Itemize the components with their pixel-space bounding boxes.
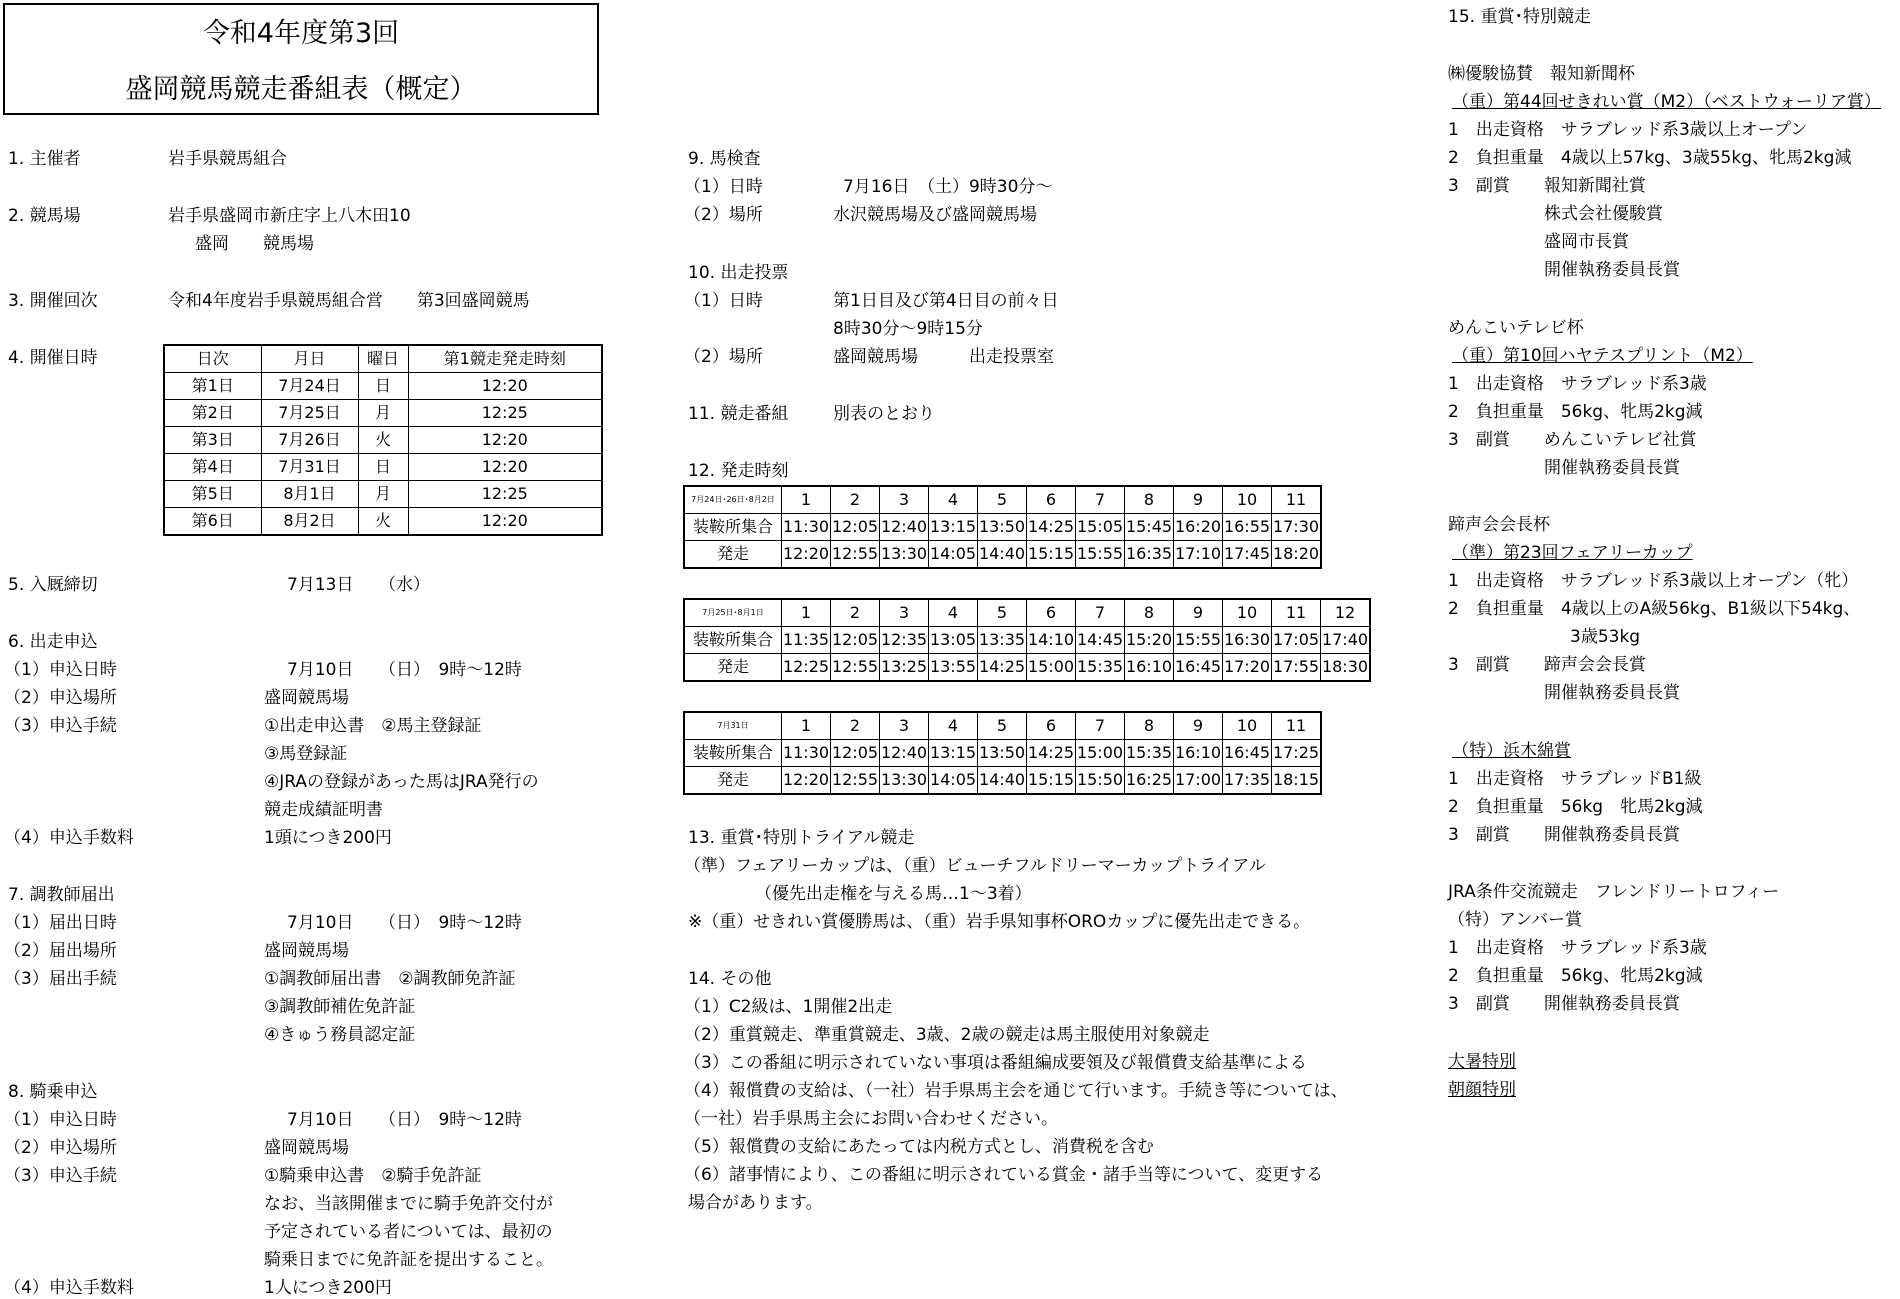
timetable-cell: 2 bbox=[831, 712, 880, 740]
timetable-cell: 15:00 bbox=[1027, 654, 1076, 682]
race-1-line: 3 副賞 報知新聞社賞 bbox=[1448, 176, 1646, 196]
s4-label: 4. 開催日時 bbox=[8, 348, 98, 368]
race-1-line: 1 出走資格 サラブレッド系3歳以上オープン bbox=[1448, 120, 1808, 140]
race-1-line: 2 負担重量 4歳以上57kg、3歳55kg、牝馬2kg減 bbox=[1448, 148, 1852, 168]
timetable-cell: 18:15 bbox=[1272, 767, 1322, 795]
timetable-cell: 16:45 bbox=[1174, 654, 1223, 682]
timetable-cell: 17:00 bbox=[1174, 767, 1223, 795]
timetable-cell: 13:50 bbox=[978, 514, 1027, 541]
timetable-cell: 12:35 bbox=[880, 627, 929, 654]
timetable-cell: 3 bbox=[880, 712, 929, 740]
title-line-1: 令和4年度第3回 bbox=[202, 18, 400, 49]
schedule-cell: 第6日 bbox=[164, 508, 261, 536]
timetable-cell: 13:05 bbox=[929, 627, 978, 654]
s9-2-label: （2）場所 bbox=[684, 205, 763, 225]
schedule-cell: 7月26日 bbox=[261, 427, 358, 454]
timetable-cell: 13:50 bbox=[978, 740, 1027, 767]
timetable-cell: 17:55 bbox=[1272, 654, 1321, 682]
s8-4-value: 1人につき200円 bbox=[264, 1278, 392, 1298]
schedule-row bbox=[164, 427, 602, 454]
timetable-cell: 17:30 bbox=[1272, 514, 1322, 541]
timetable-start-row bbox=[684, 767, 1321, 795]
timetable-race-row bbox=[684, 486, 1321, 514]
race-2-sponsor: めんこいテレビ杯 bbox=[1448, 318, 1584, 338]
s6-3-v2: ③馬登録証 bbox=[264, 744, 348, 764]
timetable-cell: 9 bbox=[1174, 712, 1223, 740]
timetable-cell: 16:10 bbox=[1125, 654, 1174, 682]
schedule-cell: 月 bbox=[358, 481, 408, 508]
s7-3-v3: ④きゅう務員認定証 bbox=[264, 1025, 416, 1045]
schedule-cell: 7月31日 bbox=[261, 454, 358, 481]
schedule-cell: 火 bbox=[358, 508, 408, 536]
timetable-cell: 14:05 bbox=[929, 767, 978, 795]
timetable-cell: 12:55 bbox=[831, 767, 880, 795]
schedule-cell: 日 bbox=[358, 373, 408, 400]
schedule-cell: 第4日 bbox=[164, 454, 261, 481]
race-3-title: （準）第23回フェアリーカップ bbox=[1452, 543, 1693, 563]
timetable-cell: 4 bbox=[929, 486, 978, 514]
timetable-cell: 1 bbox=[782, 486, 831, 514]
race-5-line: 2 負担重量 56kg、牝馬2kg減 bbox=[1448, 966, 1703, 986]
timetable-cell: 14:40 bbox=[978, 541, 1027, 569]
s14-line-5: （一社）岩手県馬主会にお問い合わせください。 bbox=[684, 1109, 1058, 1129]
timetable-cell: 17:45 bbox=[1223, 541, 1272, 569]
timetable-cell: 13:15 bbox=[929, 740, 978, 767]
s14-line-1: （1）C2級は、1開催2出走 bbox=[684, 997, 893, 1017]
race-4-line: 1 出走資格 サラブレッドB1級 bbox=[1448, 769, 1702, 789]
timetable-cell: 12:20 bbox=[782, 541, 831, 569]
s6-2-label: （2）申込場所 bbox=[4, 688, 117, 708]
timetable-cell: 11 bbox=[1272, 712, 1322, 740]
schedule-header: 月日 bbox=[261, 345, 358, 373]
timetable-row-header: 装鞍所集合 bbox=[684, 627, 782, 654]
s6-label: 6. 出走申込 bbox=[8, 632, 98, 652]
s11-label: 11. 競走番組 bbox=[688, 404, 789, 424]
schedule-cell: 第2日 bbox=[164, 400, 261, 427]
schedule-row bbox=[164, 400, 602, 427]
timetable-cell: 8 bbox=[1125, 486, 1174, 514]
schedule-cell: 12:20 bbox=[408, 373, 602, 400]
timetable-cell: 14:05 bbox=[929, 541, 978, 569]
s2-value-1: 岩手県盛岡市新庄字上八木田10 bbox=[168, 206, 411, 226]
s7-2-label: （2）届出場所 bbox=[4, 941, 117, 961]
timetable-cell: 17:25 bbox=[1272, 740, 1322, 767]
timetable-cell: 11:35 bbox=[782, 627, 831, 654]
timetable-cell: 15:05 bbox=[1076, 514, 1125, 541]
timetable-row-header: 発走 bbox=[684, 654, 782, 682]
timetable-cell: 17:10 bbox=[1174, 541, 1223, 569]
timetable-cell: 13:35 bbox=[978, 627, 1027, 654]
s6-1-label: （1）申込日時 bbox=[4, 660, 117, 680]
timetable-cell: 16:35 bbox=[1125, 541, 1174, 569]
s10-2-label: （2）場所 bbox=[684, 347, 763, 367]
title-box bbox=[3, 3, 599, 115]
timetable-cell: 6 bbox=[1027, 486, 1076, 514]
timetable-cell: 9 bbox=[1174, 599, 1223, 627]
timetable-cell: 12:20 bbox=[782, 767, 831, 795]
schedule-row bbox=[164, 454, 602, 481]
timetable-cell: 8 bbox=[1125, 712, 1174, 740]
timetable-cell: 12:05 bbox=[831, 514, 880, 541]
timetable-race-row bbox=[684, 712, 1321, 740]
s5-value: 7月13日 （水） bbox=[287, 575, 430, 595]
s7-3-v2: ③調教師補佐免許証 bbox=[264, 997, 416, 1017]
race-2-line: 3 副賞 めんこいテレビ社賞 bbox=[1448, 430, 1697, 450]
s12-label: 12. 発走時刻 bbox=[688, 461, 789, 481]
race-5-sponsor: JRA条件交流競走 フレンドリートロフィー bbox=[1448, 882, 1780, 902]
timetable-row-header: 7月31日 bbox=[684, 712, 782, 740]
s9-1-label: （1）日時 bbox=[684, 177, 763, 197]
timetable-cell: 17:35 bbox=[1223, 767, 1272, 795]
s14-label: 14. その他 bbox=[688, 969, 772, 989]
s8-3-v3: 予定されている者については、最初の bbox=[264, 1222, 553, 1242]
s6-3-v1: ①出走申込書 ②馬主登録証 bbox=[264, 716, 482, 736]
race-3-line: 開催執務委員長賞 bbox=[1544, 683, 1680, 703]
s10-2-value: 盛岡競馬場 出走投票室 bbox=[833, 347, 1054, 367]
timetable-cell: 12:25 bbox=[782, 654, 831, 682]
timetable-row-header: 発走 bbox=[684, 541, 782, 569]
timetable-cell: 6 bbox=[1027, 599, 1076, 627]
schedule-cell: 第1日 bbox=[164, 373, 261, 400]
s13-label: 13. 重賞･特別トライアル競走 bbox=[688, 828, 915, 848]
s7-label: 7. 調教師届出 bbox=[8, 885, 115, 905]
timetable bbox=[683, 711, 1322, 795]
timetable-cell: 18:20 bbox=[1272, 541, 1322, 569]
timetable-cell: 16:25 bbox=[1125, 767, 1174, 795]
race-1-sponsor: ㈱優駿協賛 報知新聞杯 bbox=[1448, 64, 1635, 84]
s10-1-label: （1）日時 bbox=[684, 291, 763, 311]
timetable bbox=[683, 485, 1322, 569]
s6-3-label: （3）申込手続 bbox=[4, 716, 117, 736]
schedule-cell: 12:20 bbox=[408, 508, 602, 536]
schedule-header-row bbox=[164, 345, 602, 373]
schedule-cell: 12:25 bbox=[408, 400, 602, 427]
s8-label: 8. 騎乗申込 bbox=[8, 1082, 98, 1102]
s15-label: 15. 重賞･特別競走 bbox=[1448, 7, 1591, 27]
s6-2-value: 盛岡競馬場 bbox=[264, 688, 349, 708]
s9-label: 9. 馬検査 bbox=[688, 149, 761, 169]
timetable-cell: 3 bbox=[880, 599, 929, 627]
timetable-cell: 13:55 bbox=[929, 654, 978, 682]
timetable-cell: 13:30 bbox=[880, 767, 929, 795]
race-1-line: 株式会社優駿賞 bbox=[1544, 204, 1663, 224]
timetable-row-header: 装鞍所集合 bbox=[684, 514, 782, 541]
s8-1-value: 7月10日 （日） 9時～12時 bbox=[287, 1110, 522, 1130]
s8-3-v1: ①騎乗申込書 ②騎手免許証 bbox=[264, 1166, 482, 1186]
schedule-row bbox=[164, 373, 602, 400]
timetable-cell: 15:55 bbox=[1174, 627, 1223, 654]
timetable-cell: 16:55 bbox=[1223, 514, 1272, 541]
timetable-cell: 14:25 bbox=[1027, 514, 1076, 541]
schedule-cell: 火 bbox=[358, 427, 408, 454]
race-3-sponsor: 蹄声会会長杯 bbox=[1448, 515, 1550, 535]
s14-line-4: （4）報償費の支給は、（一社）岩手県馬主会を通じて行います。手続き等については、 bbox=[684, 1081, 1348, 1101]
race-7-title: 朝顔特別 bbox=[1448, 1080, 1516, 1100]
timetable-cell: 15:55 bbox=[1076, 541, 1125, 569]
timetable-cell: 15:15 bbox=[1027, 541, 1076, 569]
s1-label: 1. 主催者 bbox=[8, 149, 81, 169]
timetable-cell: 5 bbox=[978, 486, 1027, 514]
s2-value-2: 盛岡 競馬場 bbox=[195, 234, 314, 254]
s7-2-value: 盛岡競馬場 bbox=[264, 941, 349, 961]
schedule-cell: 12:20 bbox=[408, 454, 602, 481]
timetable-cell: 6 bbox=[1027, 712, 1076, 740]
s9-1-value: 7月16日 （土）9時30分～ bbox=[843, 177, 1053, 197]
s10-1-v2: 8時30分～9時15分 bbox=[833, 319, 983, 339]
race-1-title: （重）第44回せきれい賞（M2）（ベストウォーリア賞） bbox=[1452, 92, 1881, 112]
timetable-cell: 7 bbox=[1076, 712, 1125, 740]
timetable-cell: 12:55 bbox=[831, 541, 880, 569]
race-1-line: 盛岡市長賞 bbox=[1544, 232, 1629, 252]
timetable-cell: 12 bbox=[1321, 599, 1371, 627]
timetable-cell: 14:25 bbox=[978, 654, 1027, 682]
timetable-row-header: 7月25日･8月1日 bbox=[684, 599, 782, 627]
timetable-cell: 11:30 bbox=[782, 740, 831, 767]
race-3-line: 2 負担重量 4歳以上のA級56kg、B1級以下54kg、 bbox=[1448, 599, 1861, 619]
timetable-cell: 1 bbox=[782, 712, 831, 740]
race-2-line: 2 負担重量 56kg、牝馬2kg減 bbox=[1448, 402, 1703, 422]
timetable-cell: 15:00 bbox=[1076, 740, 1125, 767]
timetable bbox=[683, 598, 1371, 682]
timetable-cell: 4 bbox=[929, 712, 978, 740]
race-2-line: 開催執務委員長賞 bbox=[1544, 458, 1680, 478]
timetable-cell: 8 bbox=[1125, 599, 1174, 627]
schedule-cell: 日 bbox=[358, 454, 408, 481]
timetable-cell: 12:55 bbox=[831, 654, 880, 682]
race-5-line: 3 副賞 開催執務委員長賞 bbox=[1448, 994, 1680, 1014]
timetable-cell: 14:10 bbox=[1027, 627, 1076, 654]
timetable-cell: 15:35 bbox=[1076, 654, 1125, 682]
s7-3-label: （3）届出手続 bbox=[4, 969, 117, 989]
timetable-cell: 9 bbox=[1174, 486, 1223, 514]
timetable-cell: 11 bbox=[1272, 599, 1321, 627]
schedule-row bbox=[164, 481, 602, 508]
schedule-cell: 8月1日 bbox=[261, 481, 358, 508]
s11-value: 別表のとおり bbox=[833, 404, 935, 424]
s6-3-v4: 競走成績証明書 bbox=[264, 800, 383, 820]
race-3-line: 3歳53kg bbox=[1570, 627, 1641, 647]
timetable-assembly-row bbox=[684, 627, 1370, 654]
timetable-cell: 7 bbox=[1076, 486, 1125, 514]
timetable-start-row bbox=[684, 541, 1321, 569]
s8-3-v2: なお、当該開催までに騎手免許交付が bbox=[264, 1194, 553, 1214]
timetable-cell: 17:05 bbox=[1272, 627, 1321, 654]
title-line-2: 盛岡競馬競走番組表（概定） bbox=[125, 74, 477, 105]
schedule-cell: 7月25日 bbox=[261, 400, 358, 427]
race-1-line: 開催執務委員長賞 bbox=[1544, 260, 1680, 280]
race-5-title: （特）アンバー賞 bbox=[1448, 910, 1583, 930]
s8-1-label: （1）申込日時 bbox=[4, 1110, 117, 1130]
timetable-row-header: 装鞍所集合 bbox=[684, 740, 782, 767]
timetable-race-row bbox=[684, 599, 1370, 627]
race-2-title: （重）第10回ハヤテスプリント（M2） bbox=[1452, 346, 1753, 366]
s3-value: 令和4年度岩手県競馬組合営 第3回盛岡競馬 bbox=[168, 291, 530, 311]
timetable-cell: 2 bbox=[831, 599, 880, 627]
schedule-table bbox=[163, 344, 603, 536]
timetable-cell: 14:45 bbox=[1076, 627, 1125, 654]
timetable-cell: 12:05 bbox=[831, 740, 880, 767]
s13-line-2: （優先出走権を与える馬…1～3着） bbox=[755, 884, 1032, 904]
schedule-header: 日次 bbox=[164, 345, 261, 373]
schedule-cell: 第3日 bbox=[164, 427, 261, 454]
schedule-cell: 7月24日 bbox=[261, 373, 358, 400]
timetable-cell: 2 bbox=[831, 486, 880, 514]
race-4-line: 3 副賞 開催執務委員長賞 bbox=[1448, 825, 1680, 845]
s3-label: 3. 開催回次 bbox=[8, 291, 98, 311]
s5-label: 5. 入厩締切 bbox=[8, 575, 98, 595]
timetable-cell: 13:25 bbox=[880, 654, 929, 682]
timetable-row-header: 発走 bbox=[684, 767, 782, 795]
race-4-line: 2 負担重量 56kg 牝馬2kg減 bbox=[1448, 797, 1703, 817]
schedule-header: 曜日 bbox=[358, 345, 408, 373]
s7-3-v1: ①調教師届出書 ②調教師免許証 bbox=[264, 969, 516, 989]
schedule-row bbox=[164, 508, 602, 536]
timetable-cell: 16:45 bbox=[1223, 740, 1272, 767]
timetable-cell: 12:40 bbox=[880, 514, 929, 541]
timetable-cell: 15:15 bbox=[1027, 767, 1076, 795]
timetable-start-row bbox=[684, 654, 1370, 682]
timetable-cell: 13:15 bbox=[929, 514, 978, 541]
race-5-line: 1 出走資格 サラブレッド系3歳 bbox=[1448, 938, 1707, 958]
schedule-header: 第1競走発走時刻 bbox=[408, 345, 602, 373]
timetable-cell: 16:30 bbox=[1223, 627, 1272, 654]
timetable-cell: 18:30 bbox=[1321, 654, 1371, 682]
s6-1-value: 7月10日 （日） 9時～12時 bbox=[287, 660, 522, 680]
race-2-line: 1 出走資格 サラブレッド系3歳 bbox=[1448, 374, 1707, 394]
timetable-cell: 17:40 bbox=[1321, 627, 1371, 654]
timetable-assembly-row bbox=[684, 740, 1321, 767]
timetable-cell: 5 bbox=[978, 599, 1027, 627]
schedule-cell: 8月2日 bbox=[261, 508, 358, 536]
s10-label: 10. 出走投票 bbox=[688, 263, 789, 283]
s13-line-1: （準）フェアリーカップは、（重）ビューチフルドリーマーカップトライアル bbox=[684, 856, 1266, 876]
timetable-cell: 13:30 bbox=[880, 541, 929, 569]
timetable-assembly-row bbox=[684, 514, 1321, 541]
s8-3-label: （3）申込手続 bbox=[4, 1166, 117, 1186]
timetable-cell: 17:20 bbox=[1223, 654, 1272, 682]
s8-2-label: （2）申込場所 bbox=[4, 1138, 117, 1158]
timetable-cell: 10 bbox=[1223, 486, 1272, 514]
timetable-cell: 10 bbox=[1223, 712, 1272, 740]
timetable-cell: 12:05 bbox=[831, 627, 880, 654]
s6-4-value: 1頭につき200円 bbox=[264, 828, 392, 848]
s8-2-value: 盛岡競馬場 bbox=[264, 1138, 349, 1158]
timetable-cell: 7 bbox=[1076, 599, 1125, 627]
s9-2-value: 水沢競馬場及び盛岡競馬場 bbox=[833, 205, 1037, 225]
s8-3-v4: 騎乗日までに免許証を提出すること。 bbox=[264, 1250, 553, 1270]
timetable-cell: 15:35 bbox=[1125, 740, 1174, 767]
s14-line-2: （2）重賞競走、準重賞競走、3歳、2歳の競走は馬主服使用対象競走 bbox=[684, 1025, 1210, 1045]
schedule-cell: 第5日 bbox=[164, 481, 261, 508]
timetable-cell: 12:40 bbox=[880, 740, 929, 767]
timetable-cell: 11 bbox=[1272, 486, 1322, 514]
timetable-cell: 3 bbox=[880, 486, 929, 514]
timetable-cell: 14:25 bbox=[1027, 740, 1076, 767]
s7-1-value: 7月10日 （日） 9時～12時 bbox=[287, 913, 522, 933]
race-3-line: 1 出走資格 サラブレッド系3歳以上オープン（牝） bbox=[1448, 571, 1859, 591]
timetable-cell: 1 bbox=[782, 599, 831, 627]
s14-line-6: （5）報償費の支給にあたっては内税方式とし、消費税を含む bbox=[684, 1137, 1154, 1157]
s14-line-3: （3）この番組に明示されていない事項は番組編成要領及び報償費支給基準による bbox=[684, 1053, 1307, 1073]
s6-3-v3: ④JRAの登録があった馬はJRA発行の bbox=[264, 772, 539, 792]
s14-line-7: （6）諸事情により、この番組に明示されている賞金・諸手当等について、変更する bbox=[684, 1165, 1324, 1185]
s6-4-label: （4）申込手数料 bbox=[4, 828, 134, 848]
race-6-title: 大暑特別 bbox=[1448, 1052, 1516, 1072]
s7-1-label: （1）届出日時 bbox=[4, 913, 117, 933]
timetable-cell: 15:45 bbox=[1125, 514, 1174, 541]
timetable-cell: 15:20 bbox=[1125, 627, 1174, 654]
timetable-cell: 16:10 bbox=[1174, 740, 1223, 767]
schedule-cell: 12:25 bbox=[408, 481, 602, 508]
race-4-title: （特）浜木綿賞 bbox=[1452, 741, 1571, 761]
timetable-cell: 14:40 bbox=[978, 767, 1027, 795]
schedule-cell: 月 bbox=[358, 400, 408, 427]
s1-value: 岩手県競馬組合 bbox=[168, 149, 287, 169]
s10-1-v1: 第1日目及び第4日目の前々日 bbox=[833, 291, 1059, 311]
s14-line-8: 場合があります。 bbox=[688, 1193, 823, 1213]
s13-line-3: ※（重）せきれい賞優勝馬は、（重）岩手県知事杯OROカップに優先出走できる。 bbox=[688, 912, 1311, 932]
timetable-cell: 16:20 bbox=[1174, 514, 1223, 541]
s2-label: 2. 競馬場 bbox=[8, 206, 81, 226]
timetable-cell: 15:50 bbox=[1076, 767, 1125, 795]
timetable-cell: 4 bbox=[929, 599, 978, 627]
timetable-row-header: 7月24日･26日･8月2日 bbox=[684, 486, 782, 514]
timetable-cell: 11:30 bbox=[782, 514, 831, 541]
race-3-line: 3 副賞 蹄声会会長賞 bbox=[1448, 655, 1646, 675]
schedule-cell: 12:20 bbox=[408, 427, 602, 454]
timetable-cell: 5 bbox=[978, 712, 1027, 740]
s8-4-label: （4）申込手数料 bbox=[4, 1278, 134, 1298]
timetable-cell: 10 bbox=[1223, 599, 1272, 627]
